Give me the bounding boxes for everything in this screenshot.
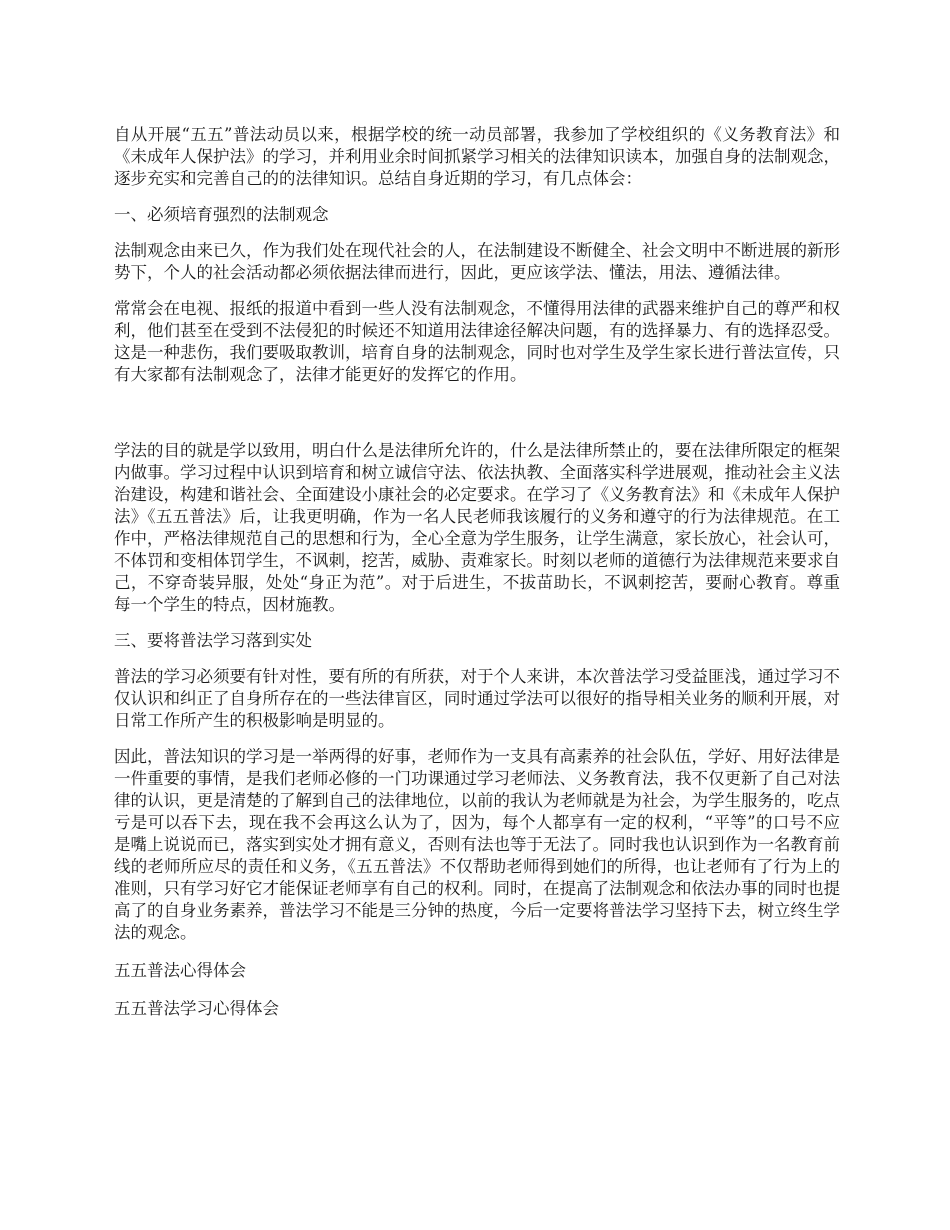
document-body xyxy=(114,124,840,1020)
section-3-paragraph-2: 因此，普法知识的学习是一举两得的好事，老师作为一支具有高素养的社会队伍，学好、用好法律是一件重要的事情，是我们老师必修的一门功课通过学习老师法、义务教育法，我不仅更新了自己对法律的认识，更是清楚的了解到自己的法律地位，以前的我认为老师就是为社会，为学生服务的，吃点亏是可以吞下去，现在我不会再这么认为了，因为，每个人都享有一定的权利，“平等”的口号不应是嘴上说说而已，落实到实处才拥有意义，否则有法也等于无法了。同时我也认识到作为一名教育前线的老师所应尽的责任和义务，《五五普法》不仅帮助老师得到她们的所得，也让老师有了行为上的准则，只有学习好它才能保证老师享有自己的权利。同时，在提高了法制观念和依法办事的同时也提高了的自身业务素养，普法学习不能是三分钟的热度，今后一定要将普法学习坚持下去，树立终生学法的观念。 xyxy=(114,747,840,942)
section-2-paragraph-1: 学法的目的就是学以致用，明白什么是法律所允许的，什么是法律所禁止的，要在法律所限定的框架内做事。学习过程中认识到培育和树立诚信守法、依法执教、全面落实科学进展观，推动社会主义法治建设，构建和谐社会、全面建设小康社会的必定要求。在学习了《义务教育法》和《未成年人保护法》《五五普法》后，让我更明确，作为一名人民老师我该履行的义务和遵守的行为法律规范。在工作中，严格法律规范自己的思想和行为，全心全意为学生服务，让学生满意，家长放心，社会认可，不体罚和变相体罚学生，不讽刺，挖苦，威胁、责难家长。时刻以老师的道德行为法律规范来要求自己，不穿奇装异服，处处“身正为范”。对于后进生，不拔苗助长，不讽刺挖苦，要耐心教育。尊重每一个学生的特点，因材施教。 xyxy=(114,441,840,614)
section-3-heading: 三、要将普法学习落到实处 xyxy=(114,631,312,650)
section-1-heading: 一、必须培育强烈的法制观念 xyxy=(114,205,329,224)
section-3-paragraph-1: 普法的学习必须要有针对性，要有所的有所获，对于个人来讲，本次普法学习受益匪浅，通过学习不仅认识和纠正了自身所存在的一些法律盲区，同时通过学法可以很好的指导相关业务的顺利开展，对日常工作所产生的积极影响是明显的。 xyxy=(114,667,840,730)
intro-paragraph: 自从开展“五五”普法动员以来，根据学校的统一动员部署，我参加了学校组织的《义务教育法》和《未成年人保护法》的学习，并利用业余时间抓紧学习相关的法律知识读本，加强自身的法制观念，逐步充实和完善自己的的法律知识。总结自身近期的学习，有几点体会： xyxy=(114,125,840,188)
footer-title-2: 五五普法学习心得体会 xyxy=(114,999,279,1018)
section-1-paragraph-2: 常常会在电视、报纸的报道中看到一些人没有法制观念，不懂得用法律的武器来维护自己的尊严和权利，他们甚至在受到不法侵犯的时候还不知道用法律途径解决问题，有的选择暴力、有的选择忍受。这是一种悲伤，我们要吸取教训，培育自身的法制观念，同时也对学生及学生家长进行普法宣传，只有大家都有法制观念了，法律才能更好的发挥它的作用。 xyxy=(114,299,840,384)
footer-title-1: 五五普法心得体会 xyxy=(114,961,246,980)
section-1-paragraph-1: 法制观念由来已久，作为我们处在现代社会的人，在法制建设不断健全、社会文明中不断进展的新形势下，个人的社会活动都必须依据法律而进行，因此，更应该学法、懂法，用法、遵循法律。 xyxy=(114,241,840,282)
